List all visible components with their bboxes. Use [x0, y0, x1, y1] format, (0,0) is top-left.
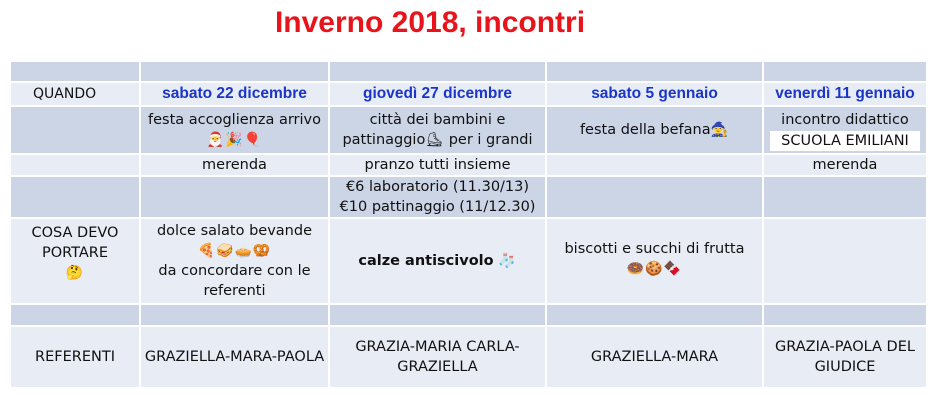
bring-text: da concordare con le	[158, 263, 311, 279]
party-icons: 🎅🎉🎈	[206, 132, 263, 148]
skate-icon: ⛸	[425, 132, 445, 148]
activity-text: pattinaggio	[342, 132, 426, 148]
meal-cell-1: merenda	[140, 154, 329, 176]
quando-label: QUANDO	[10, 82, 140, 106]
bring-text: referenti	[203, 283, 266, 299]
spacer-row	[10, 61, 927, 82]
header-row	[10, 82, 927, 106]
snack-icons: 🍩🍪🍫	[626, 261, 683, 277]
referents-cell-3: GRAZIELLA-MARA	[546, 326, 763, 388]
thinking-face-icon: 🤔	[65, 265, 85, 281]
bring-row	[10, 218, 927, 304]
bring-cell-3	[546, 218, 763, 304]
meal-cell-4: merenda	[763, 154, 927, 176]
day-header-3: sabato 5 gennaio	[546, 82, 763, 106]
referents-row	[10, 326, 927, 388]
activity-text: incontro didattico	[781, 111, 909, 128]
sock-icon: 🧦	[498, 253, 517, 269]
witch-icon: 🧙	[710, 122, 730, 138]
day-header-2: giovedì 27 dicembre	[329, 82, 546, 106]
activity-cell-3	[546, 106, 763, 154]
page-title: Inverno 2018, incontri	[274, 6, 586, 39]
activity-text: per i grandi	[444, 132, 533, 148]
cost-cell	[329, 176, 546, 218]
referents-cell-2	[329, 326, 546, 388]
food-icons: 🍕🥪🥧🥨	[197, 243, 272, 259]
bring-text: dolce salato bevande	[156, 223, 313, 239]
bring-cell-1	[140, 218, 329, 304]
activity-text: festa accoglienza arrivo	[148, 112, 321, 128]
activity-cell-1	[140, 106, 329, 154]
referents-text: GIUDICE	[814, 359, 876, 375]
bring-label: COSA DEVO	[31, 225, 119, 241]
bring-label-cell	[10, 218, 140, 304]
activity-text: città dei bambini e	[369, 112, 506, 128]
referents-text: GRAZIA-MARIA CARLA-	[355, 339, 520, 355]
meal-cell-2: pranzo tutti insieme	[329, 154, 546, 176]
referents-cell-4	[763, 326, 927, 388]
activity-row	[10, 106, 927, 154]
activity-cell-2	[329, 106, 546, 154]
meal-row	[10, 154, 927, 176]
bring-text: calze antiscivolo	[358, 253, 494, 269]
bring-cell-2	[329, 218, 546, 304]
schedule-table	[9, 60, 928, 389]
referents-cell-1: GRAZIELLA-MARA-PAOLA	[140, 326, 329, 388]
bring-text: biscotti e succhi di frutta	[564, 241, 745, 257]
spacer-row	[10, 304, 927, 326]
school-label: SCUOLA EMILIANI	[770, 131, 920, 151]
activity-cell-4	[763, 106, 927, 154]
referents-text: GRAZIA-PAOLA DEL	[775, 339, 915, 355]
day-header-4: venerdì 11 gennaio	[763, 82, 927, 106]
cost-row	[10, 176, 927, 218]
referents-label: REFERENTI	[10, 326, 140, 388]
referents-text: GRAZIELLA	[397, 359, 478, 375]
activity-text: festa della befana	[579, 122, 711, 138]
bring-label: PORTARE	[41, 245, 109, 261]
cost-line: €10 pattinaggio (11/12.30)	[339, 199, 536, 215]
day-header-1: sabato 22 dicembre	[140, 82, 329, 106]
cost-line: €6 laboratorio (11.30/13)	[345, 179, 530, 195]
